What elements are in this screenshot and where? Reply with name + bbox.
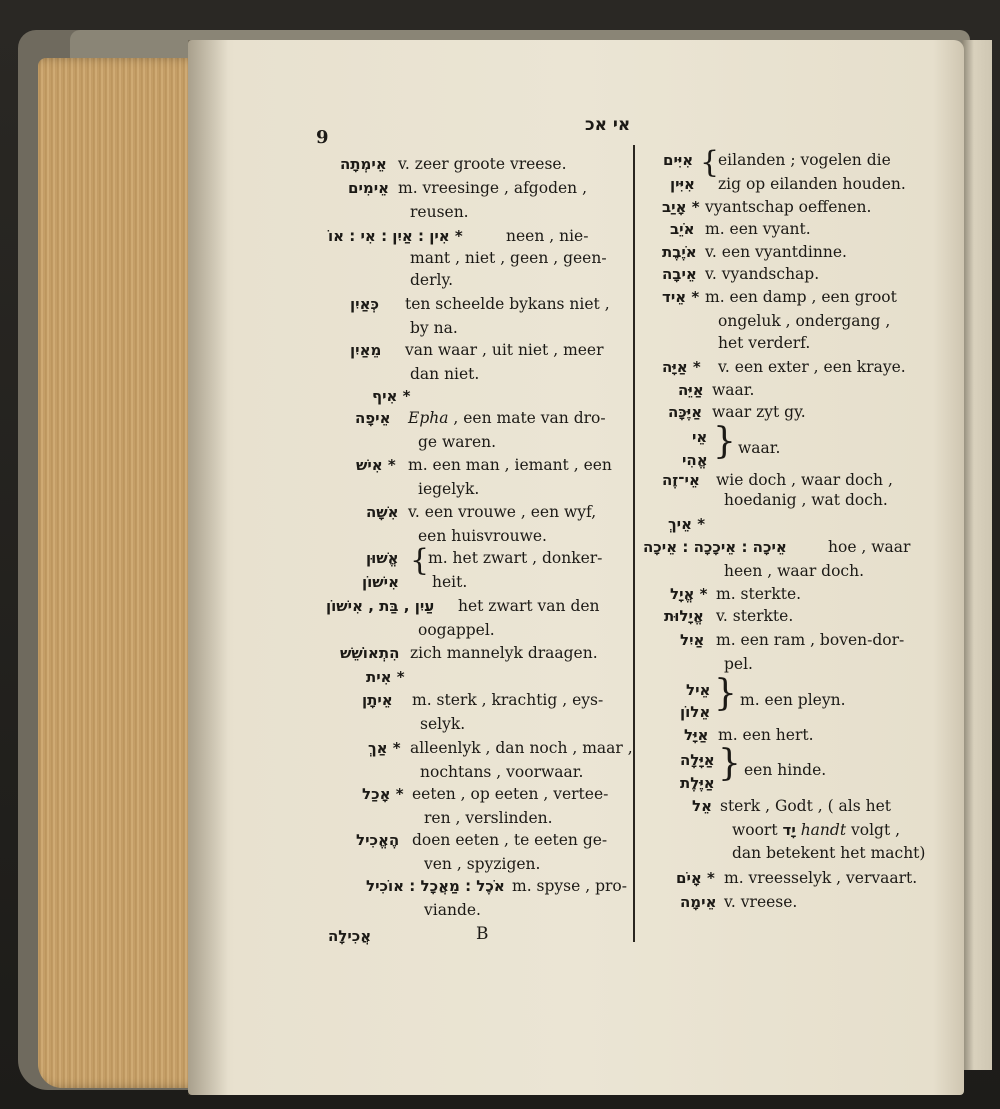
hebrew-inline: יָד (782, 821, 796, 839)
definition: v. zeer groote vreese. (398, 155, 567, 173)
definition: hoedanig , wat doch. (724, 491, 888, 509)
definition: eilanden ; vogelen die (718, 151, 891, 169)
definition (408, 408, 606, 428)
page-number: 9 (316, 127, 329, 148)
headword: * אִין : אַיִן : אִי : אוֹ (328, 227, 463, 245)
definition: waar. (738, 439, 781, 457)
headword: * אָיֹם (676, 869, 715, 887)
headword: אַיִל (680, 631, 705, 649)
headword: * אֵיךְ (668, 515, 706, 533)
headword: * אֱיָל (670, 585, 708, 603)
definition: nochtans , voorwaar. (420, 763, 584, 781)
definition: doen eeten , te eeten ge- (412, 831, 608, 849)
definition: m. sterk , krachtig , eys- (412, 691, 604, 709)
definition: oogappel. (418, 621, 495, 639)
definition: een huisvrouwe. (418, 527, 547, 545)
headword: אֹיֵב (670, 220, 695, 238)
definition: ren , verslinden. (424, 809, 553, 827)
italic-term: handt (800, 821, 847, 839)
definition: v. vyandschap. (705, 265, 820, 283)
headword: הִתְאוֹשֵׁשׁ (340, 644, 400, 662)
definition: reusen. (410, 203, 469, 221)
definition: zig op eilanden houden. (718, 175, 906, 193)
headword: אֵיתָן (362, 691, 393, 709)
definition: m. een ram , boven-dor- (716, 631, 905, 649)
definition: m. een pleyn. (740, 691, 846, 709)
headword: * אַךְ (368, 739, 401, 757)
definition: dan niet. (410, 365, 480, 383)
definition: het zwart van den (458, 597, 600, 615)
definition: m. vreesinge , afgoden , (398, 179, 587, 197)
headword: * אָיַב (662, 198, 700, 216)
definition-text: , een mate van dro- (453, 409, 606, 427)
headword: אַיָּלָה (680, 751, 715, 769)
definition: selyk. (420, 715, 466, 733)
definition: m. het zwart , donker- (428, 549, 603, 567)
headword: * אִיף (372, 387, 411, 405)
headword: * אַיָּה (662, 358, 701, 376)
brace: } (718, 743, 741, 784)
brace: { (700, 145, 720, 180)
next-page-edge (962, 40, 992, 1070)
headword: אֱשׁוּן (366, 549, 399, 567)
brace: } (713, 421, 736, 462)
definition: v. sterkte. (716, 607, 794, 625)
definition (732, 820, 900, 840)
headword: אֵימְתָה (340, 155, 387, 173)
definition: v. vreese. (724, 893, 798, 911)
headword: אֱהִי (682, 451, 708, 469)
definition-text: volgt , (851, 821, 901, 839)
definition: alleenlyk , dan noch , maar , (410, 739, 633, 757)
headword: אֵל (692, 797, 712, 815)
definition: m. spyse , pro- (512, 877, 627, 895)
definition: een hinde. (744, 761, 827, 779)
brace: { (410, 543, 430, 578)
definition: wie doch , waar doch , (716, 471, 893, 489)
definition: v. een exter , een kraye. (718, 358, 906, 376)
definition: pel. (724, 655, 753, 673)
page-fore-edge (38, 58, 203, 1088)
headword: אַיֶּכָּה (668, 403, 703, 421)
definition: zich mannelyk draagen. (410, 644, 598, 662)
definition: m. vreesselyk , vervaart. (724, 869, 918, 887)
italic-term: Epha (408, 409, 449, 427)
definition: ven , spyzigen. (424, 855, 541, 873)
catchword: אֲכִילָה (328, 927, 372, 945)
definition: iegelyk. (418, 480, 480, 498)
definition: ten scheelde bykans niet , (405, 295, 610, 313)
headword: אִיִּים (663, 151, 694, 169)
definition: mant , niet , geen , geen- (410, 249, 607, 267)
definition: viande. (424, 901, 481, 919)
definition: heit. (432, 573, 468, 591)
definition: ge waren. (418, 433, 497, 451)
page-gutter-shadow (188, 40, 228, 1095)
headword: * אָכַל (362, 785, 404, 803)
running-head: אי אכ (585, 115, 631, 135)
headword: הֶאֱכִיל (356, 831, 400, 849)
definition: dan betekent het macht) (732, 844, 926, 862)
headword: אֵיבָה (662, 265, 697, 283)
definition: waar. (712, 381, 755, 399)
definition: v. een vrouwe , een wyf, (408, 503, 597, 521)
definition: m. een vyant. (705, 220, 811, 238)
definition: heen , waar doch. (724, 562, 865, 580)
definition: hoe , waar (828, 538, 911, 556)
definition: van waar , uit niet , meer (405, 341, 604, 359)
definition-text: woort (732, 821, 778, 839)
headword: כְּאַיִן (350, 295, 379, 313)
headword: מֵאַיִן (350, 341, 382, 359)
headword: אֵיפָה (355, 409, 391, 427)
headword: אַיָּל (684, 726, 709, 744)
headword: אֵי (692, 428, 708, 446)
definition: derly. (410, 271, 454, 289)
definition: vyantschap oeffenen. (705, 198, 872, 216)
headword: אַיֵּה (678, 381, 704, 399)
definition: m. een man , iemant , een (408, 456, 612, 474)
headword: * אֵיד (662, 288, 700, 306)
headword: אֱיָלוּת (664, 607, 704, 625)
headword: אֵי־זֶה (662, 471, 700, 489)
definition: m. een hert. (718, 726, 814, 744)
definition: neen , nie- (506, 227, 589, 245)
headword: אִשָּׁה (366, 503, 399, 521)
headword: אִישׁוֹן (362, 573, 400, 591)
headword: אִיִּין (670, 175, 695, 193)
definition: m. een damp , een groot (705, 288, 897, 306)
definition: eeten , op eeten , vertee- (412, 785, 609, 803)
definition: sterk , Godt , ( als het (720, 797, 892, 815)
headword: אֵלוֹן (680, 703, 711, 721)
headword: אַיֶּלֶת (680, 774, 715, 792)
headword: אֵיכָה : אֵיכָכָה : אֵיכָה (643, 538, 787, 556)
headword: * אִית (366, 668, 405, 686)
definition: het verderf. (718, 334, 811, 352)
headword: * אִישׁ (356, 456, 396, 474)
definition: ongeluk , ondergang , (718, 312, 891, 330)
headword: אֵימָה (680, 893, 717, 911)
definition: by na. (410, 319, 458, 337)
definition: m. sterkte. (716, 585, 802, 603)
headword: אֹיֶבֶת (662, 243, 697, 261)
headword: אֹכֶל : מַאֲכָל : אוֹכִיל (366, 877, 505, 895)
headword: עַיִן , בַּת , אִישׁוֹן (326, 597, 435, 615)
definition: v. een vyantdinne. (705, 243, 847, 261)
headword: אֵיל (686, 681, 711, 699)
brace: } (714, 673, 737, 714)
signature-mark: B (476, 924, 489, 944)
column-divider (633, 145, 635, 942)
definition: waar zyt gy. (712, 403, 806, 421)
headword: אֵימִים (348, 179, 390, 197)
